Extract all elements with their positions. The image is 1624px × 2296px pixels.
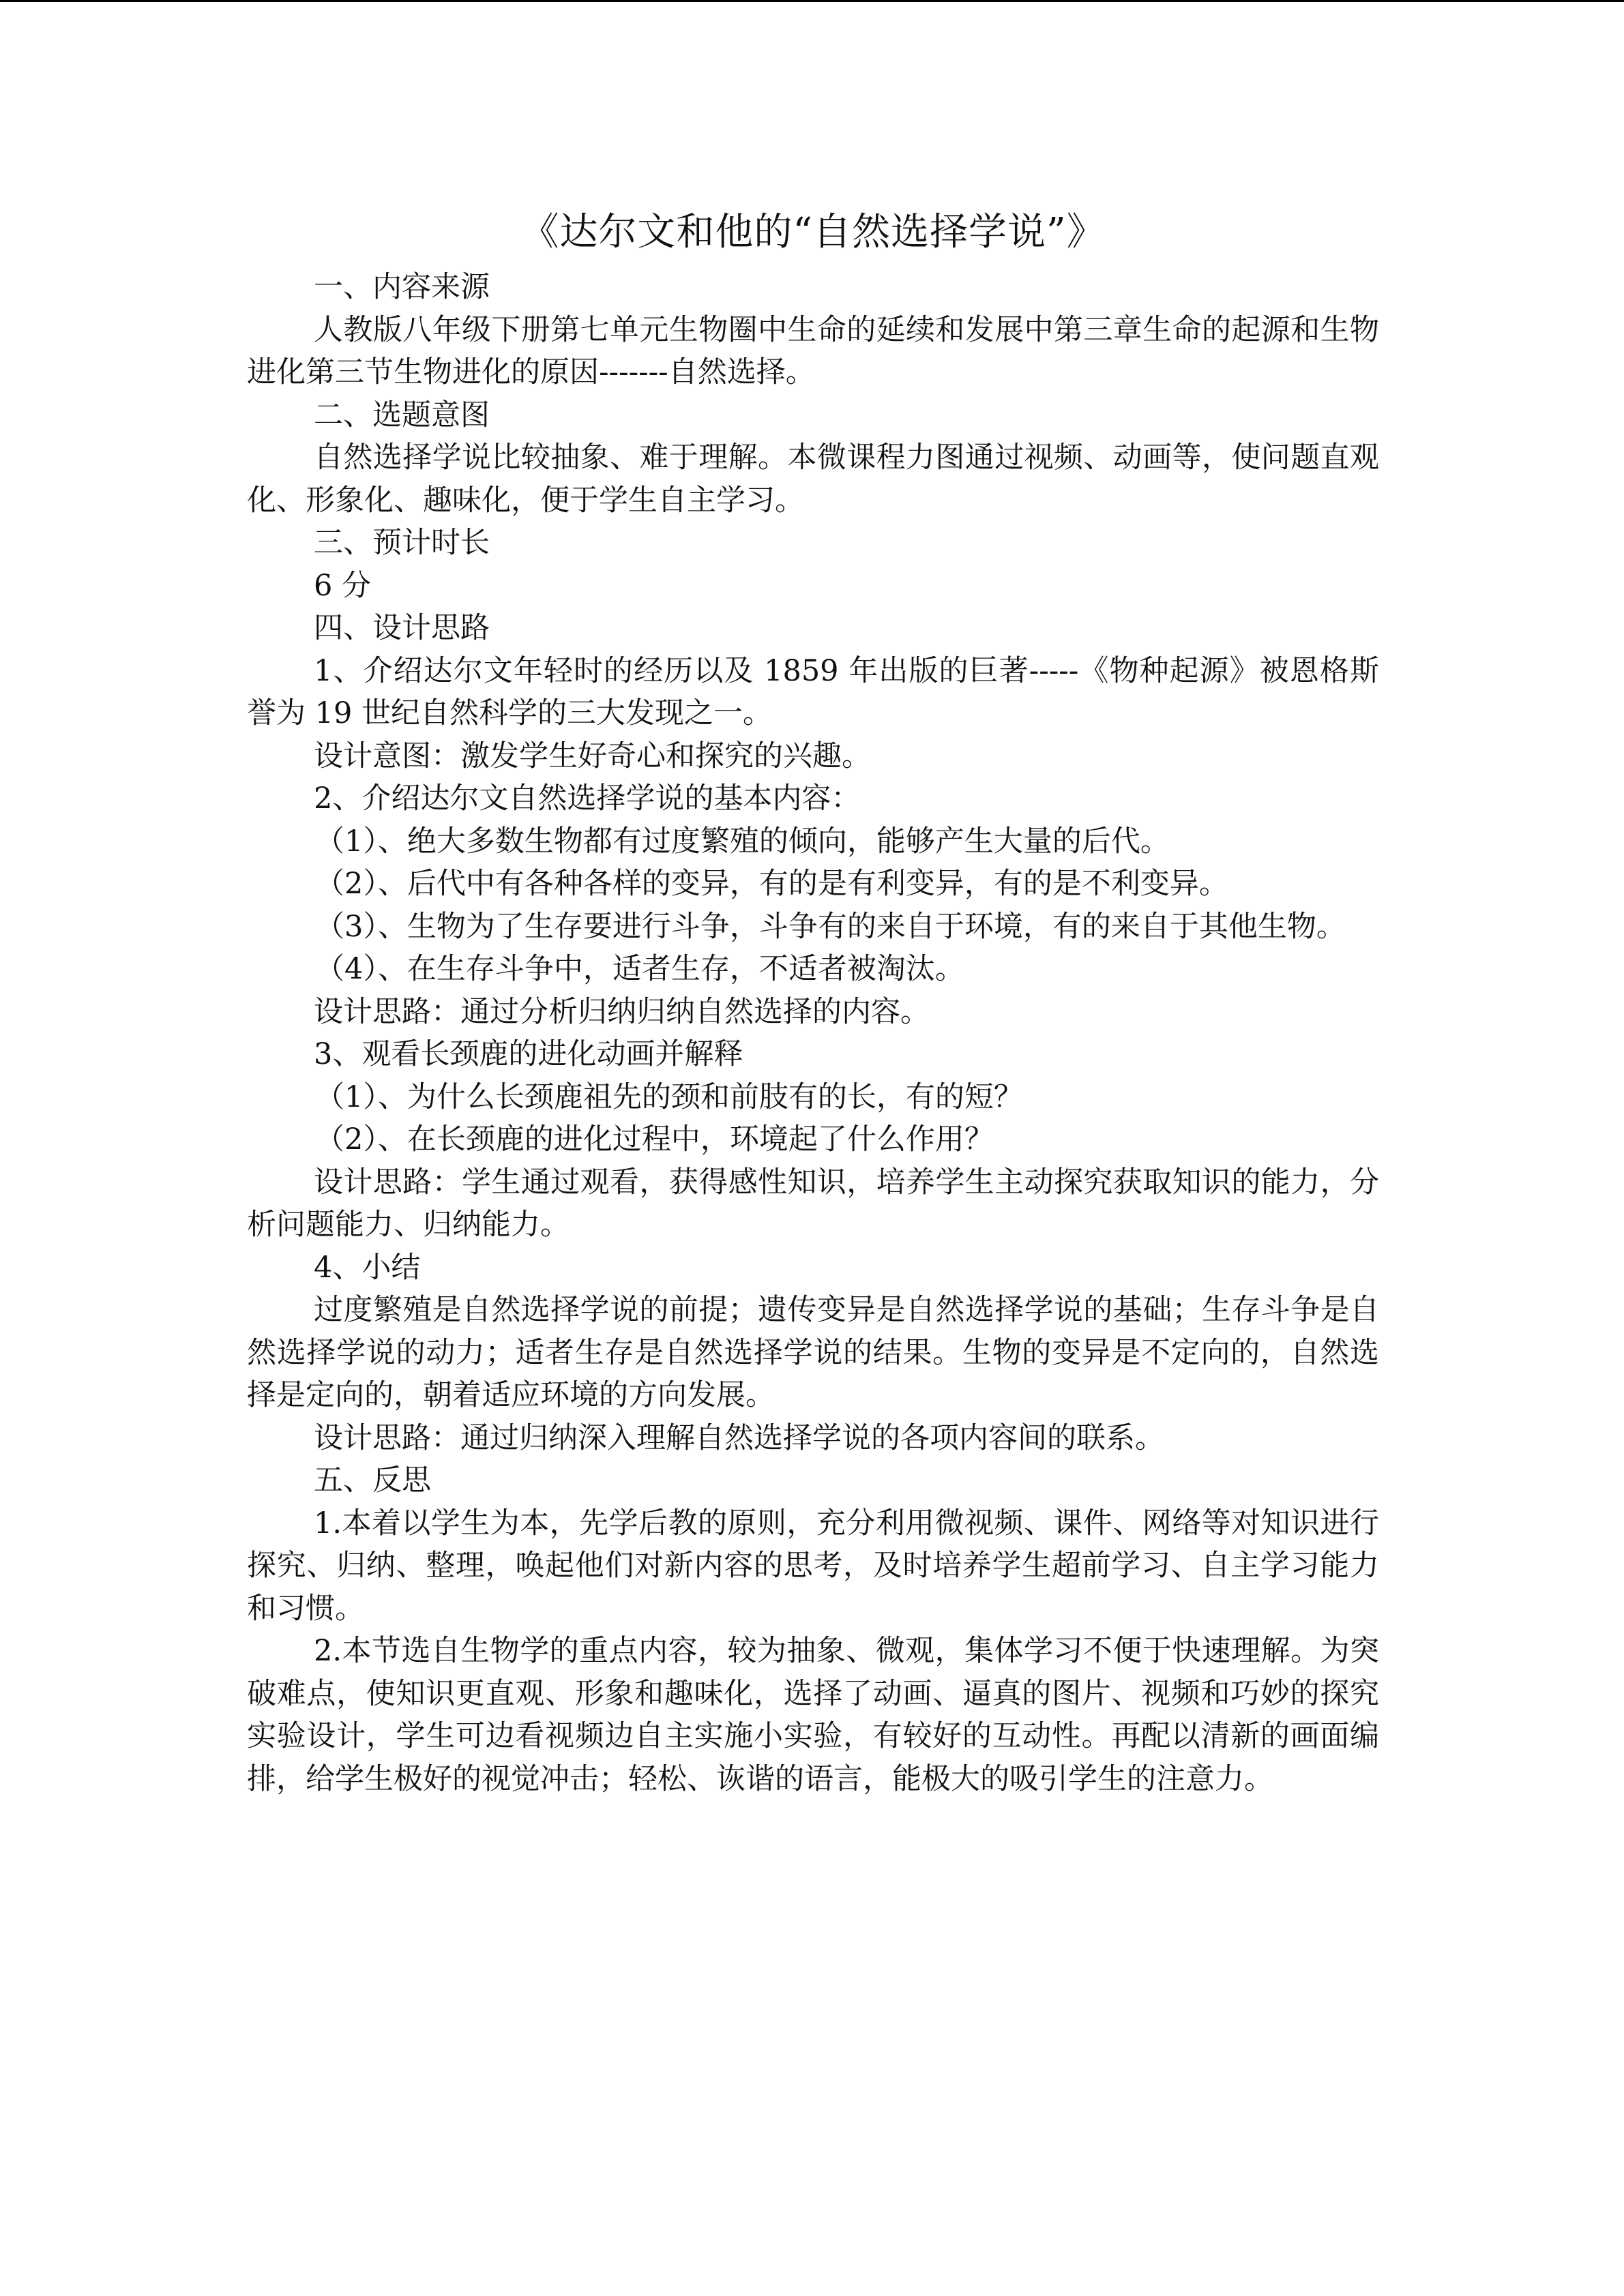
document-page bbox=[247, 205, 1379, 1800]
paragraph-summary: 过度繁殖是自然选择学说的前提；遗传变异是自然选择学说的基础；生存斗争是自然选择学说的动力；适者生存是自然选择学说的结果。生物的变异是不定向的，自然选择是定向的，朝着适应环境的方向发展。 bbox=[247, 1293, 1379, 1412]
paragraph-intent: 自然选择学说比较抽象、难于理解。本微课程力图通过视频、动画等，使问题直观化、形象化、趣味化，便于学生自主学习。 bbox=[247, 441, 1379, 518]
list-item-design-2-1: （1）、绝大多数生物都有过度繁殖的倾向，能够产生大量的后代。 bbox=[315, 824, 1170, 859]
paragraph-source: 人教版八年级下册第七单元生物圈中生命的延续和发展中第三章生命的起源和生物进化第三节生物进化的原因-------自然选择。 bbox=[247, 312, 1379, 389]
paragraph-duration: 6 分 bbox=[314, 568, 372, 603]
list-item-design-3-1: （1）、为什么长颈鹿祖先的颈和前肢有的长，有的短？ bbox=[315, 1079, 1023, 1114]
section-heading-design: 四、设计思路 bbox=[314, 611, 490, 645]
page-top-border bbox=[0, 0, 1624, 2]
paragraph-design-1-note: 设计意图：激发学生好奇心和探究的兴趣。 bbox=[314, 739, 871, 773]
paragraph-design-2-note: 设计思路：通过分析归纳归纳自然选择的内容。 bbox=[314, 994, 930, 1029]
section-heading-intent: 二、选题意图 bbox=[314, 398, 490, 432]
list-item-design-3-2: （2）、在长颈鹿的进化过程中，环境起了什么作用？ bbox=[315, 1122, 994, 1157]
paragraph-summary-note: 设计思路：通过归纳深入理解自然选择学说的各项内容间的联系。 bbox=[314, 1420, 1164, 1455]
paragraph-design-2: 2、介绍达尔文自然选择学说的基本内容： bbox=[314, 781, 861, 816]
paragraph-design-3: 3、观看长颈鹿的进化动画并解释 bbox=[314, 1037, 743, 1071]
paragraph-design-3-note: 设计思路：学生通过观看，获得感性知识，培养学生主动探究获取知识的能力，分析问题能力、归纳能力。 bbox=[247, 1165, 1379, 1242]
list-item-design-2-3: （3）、生物为了生存要进行斗争，斗争有的来自于环境，有的来自于其他生物。 bbox=[315, 909, 1346, 944]
document-title: 《达尔文和他的“自然选择学说”》 bbox=[520, 210, 1106, 254]
paragraph-design-4: 4、小结 bbox=[314, 1250, 421, 1285]
paragraph-reflection-1: 1.本着以学生为本，先学后教的原则，充分利用微视频、课件、网络等对知识进行探究、归纳、整理，唤起他们对新内容的思考，及时培养学生超前学习、自主学习能力和习惯。 bbox=[247, 1506, 1379, 1626]
paragraph-design-1: 1、介绍达尔文年轻时的经历以及 1859 年出版的巨著-----《物种起源》被恩格斯誉为 19 世纪自然科学的三大发现之一。 bbox=[247, 653, 1379, 730]
section-heading-duration: 三、预计时长 bbox=[314, 526, 490, 560]
list-item-design-2-2: （2）、后代中有各种各样的变异，有的是有利变异，有的是不利变异。 bbox=[315, 867, 1228, 901]
paragraph-reflection-2: 2.本节选自生物学的重点内容，较为抽象、微观，集体学习不便于快速理解。为突破难点，使知识更直观、形象和趣味化，选择了动画、逼真的图片、视频和巧妙的探究实验设计，学生可边看视频边自主实施小实验，有较好的互动性。再配以清新的画面编排，给学生极好的视觉冲击；轻松、诙谐的语言，能极大的吸引学生的注意力。 bbox=[247, 1634, 1379, 1796]
section-heading-source: 一、内容来源 bbox=[314, 270, 490, 304]
list-item-design-2-4: （4）、在生存斗争中，适者生存，不适者被淘汰。 bbox=[315, 952, 964, 986]
section-heading-reflection: 五、反思 bbox=[314, 1463, 431, 1497]
